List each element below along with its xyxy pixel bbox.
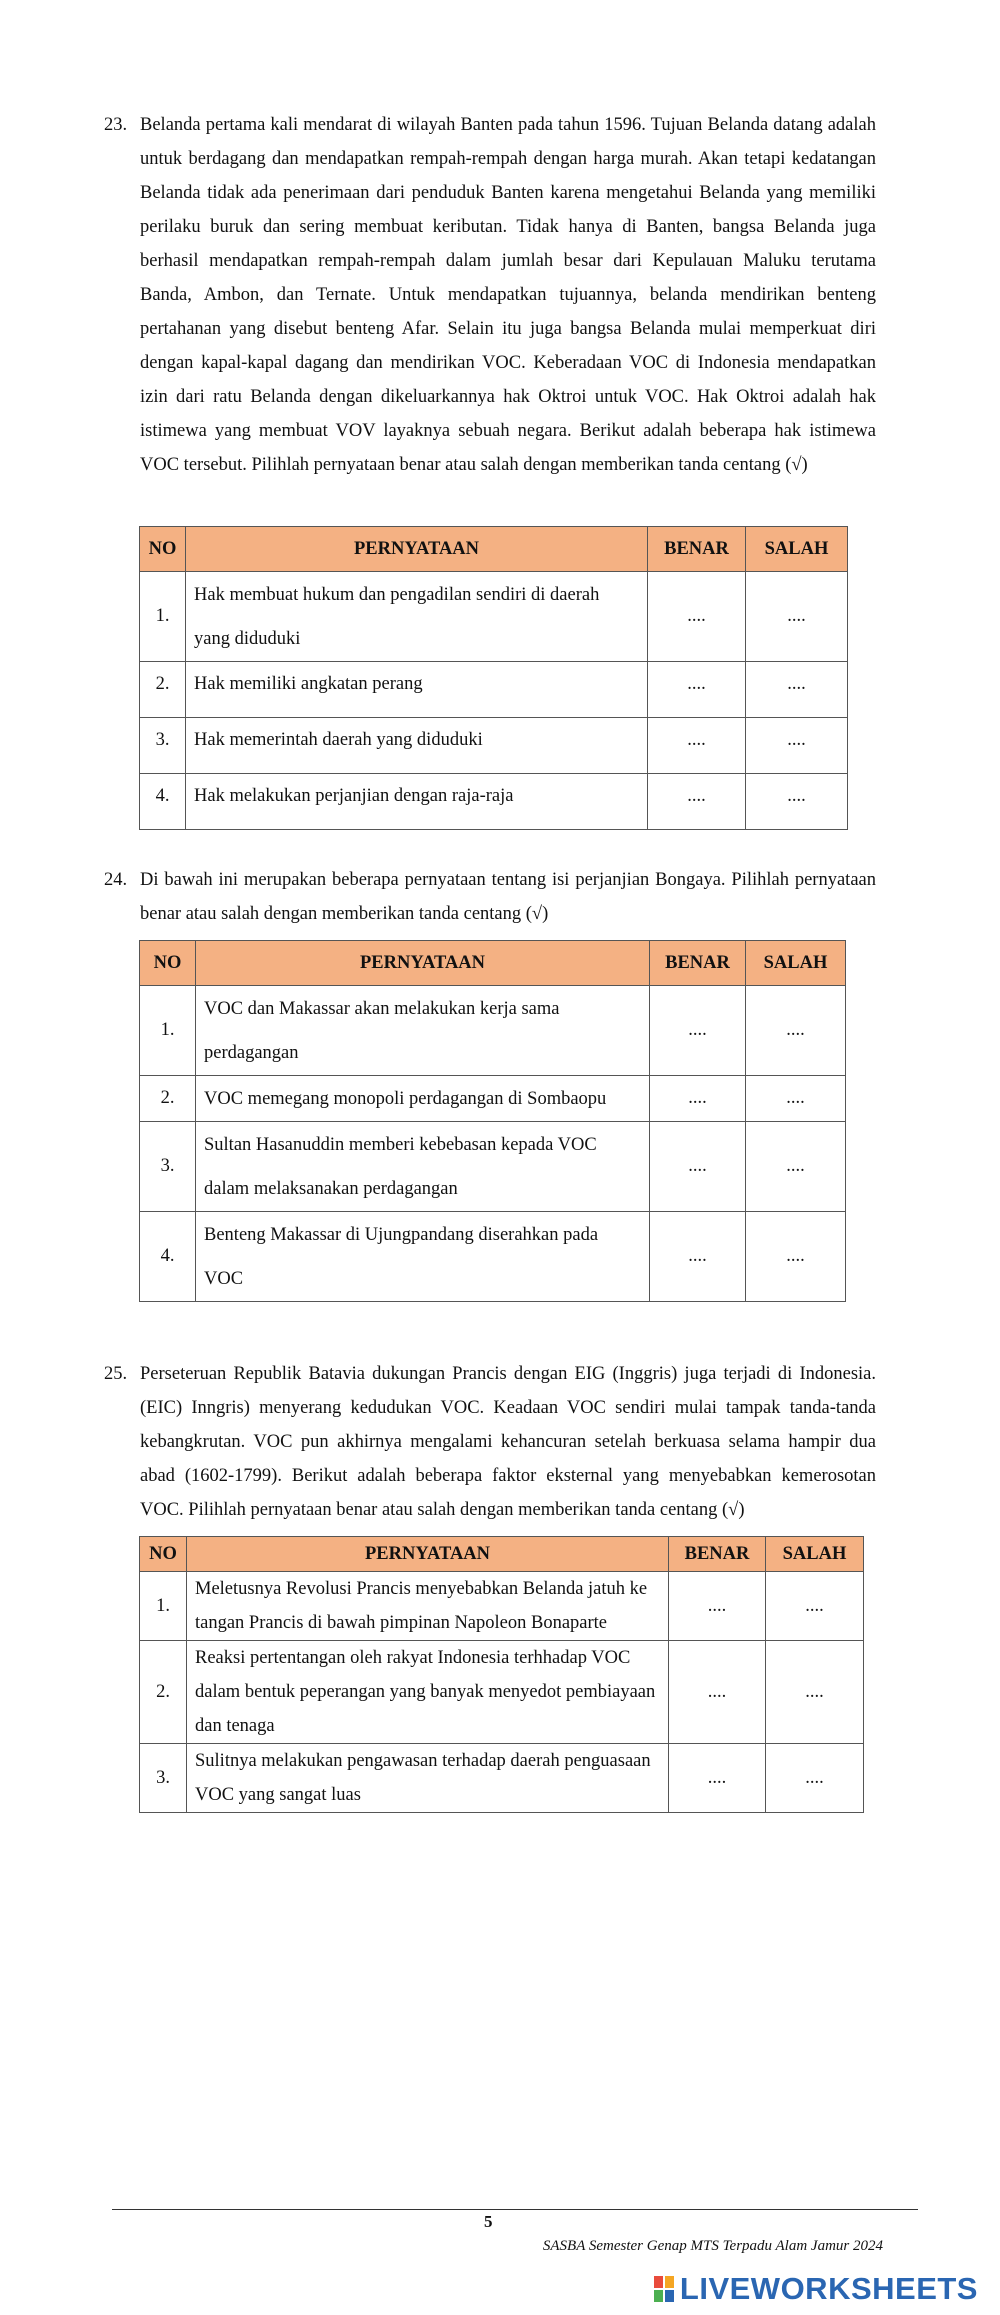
row-statement: Meletusnya Revolusi Prancis menyebabkan Belanda jatuh ke tangan Prancis di bawah pimpinan Napoleon Bonaparte bbox=[187, 1572, 669, 1641]
logo-block bbox=[665, 2290, 674, 2302]
row-statement: VOC memegang monopoli perdagangan di Sombaopu bbox=[196, 1076, 650, 1122]
question-24 bbox=[104, 863, 876, 931]
question-text: Perseteruan Republik Batavia dukungan Prancis dengan EIG (Inggris) juga terjadi di Indonesia. (EIC) Inngris) menyerang kedudukan VOC. Keadaan VOC sendiri mulai tampak tanda-tanda kebangkrutan. VOC pun akhirnya mengalami kehancuran setelah berkuasa selama hampir dua abad (1602-1799). Berikut adalah beberapa faktor eksternal yang menyebabkan kemerosotan VOC. Pilihlah pernyataan benar atau salah dengan memberikan tanda centang (√) bbox=[140, 1364, 876, 1520]
statement-table-23 bbox=[139, 526, 848, 830]
row-statement: Benteng Makassar di Ujungpandang diserahkan pada VOC bbox=[196, 1212, 650, 1302]
question-number: 23. bbox=[104, 115, 128, 135]
table-row bbox=[140, 774, 848, 830]
logo-block bbox=[654, 2290, 663, 2302]
row-statement: Reaksi pertentangan oleh rakyat Indonesia terhhadap VOC dalam bentuk peperangan yang banyak menyedot pembiayaan dan tenaga bbox=[187, 1641, 669, 1744]
footer-text: SASBA Semester Genap MTS Terpadu Alam Jamur 2024 bbox=[542, 2238, 883, 2254]
liveworksheets-brand[interactable] bbox=[654, 2271, 978, 2307]
statement-table-25 bbox=[139, 1536, 864, 1813]
table-header-row bbox=[140, 1537, 864, 1572]
true-checkbox-cell[interactable]: .... bbox=[669, 1744, 766, 1813]
question-text: Belanda pertama kali mendarat di wilayah Banten pada tahun 1596. Tujuan Belanda datang adalah untuk berdagang dan mendapatkan rempah-rempah dengan harga murah. Akan tetapi kedatangan Belanda tidak ada penerimaan dari penduduk Banten karena mengetahui Belanda yang memiliki perilaku buruk dan sering membuat keributan. Tidak hanya di Banten, bangsa Belanda juga berhasil mendapatkan rempah-rempah dalam jumlah besar dari Kepulauan Maluku terutama Banda, Ambon, dan Ternate. Untuk mendapatkan tujuannya, belanda mendirikan benteng pertahanan yang disebut benteng Afar. Selain itu juga bangsa Belanda mulai memperkuat diri dengan kapal-kapal dagang dan mendirikan VOC. Keberadaan VOC di Indonesia mendapatkan izin dari ratu Belanda dengan dikeluarkannya hak Oktroi untuk VOC. Hak Oktroi adalah hak istimewa yang membuat VOV layaknya sebuah negara. Berikut adalah beberapa hak istimewa VOC tersebut. Pilihlah pernyataan benar atau salah dengan memberikan tanda centang (√) bbox=[140, 115, 876, 475]
false-checkbox-cell[interactable]: .... bbox=[746, 662, 848, 718]
row-number: 3. bbox=[140, 718, 186, 774]
true-checkbox-cell[interactable]: .... bbox=[669, 1572, 766, 1641]
table-header-row bbox=[140, 941, 846, 986]
header-false: SALAH bbox=[746, 941, 846, 986]
header-false: SALAH bbox=[746, 527, 848, 572]
header-false: SALAH bbox=[766, 1537, 864, 1572]
row-statement: VOC dan Makassar akan melakukan kerja sama perdagangan bbox=[196, 986, 650, 1076]
footer-divider bbox=[112, 2209, 918, 2210]
true-checkbox-cell[interactable]: .... bbox=[650, 1122, 746, 1212]
true-checkbox-cell[interactable]: .... bbox=[648, 662, 746, 718]
question-number: 25. bbox=[104, 1364, 128, 1384]
true-checkbox-cell[interactable]: .... bbox=[650, 1076, 746, 1122]
question-text: Di bawah ini merupakan beberapa pernyataan tentang isi perjanjian Bongaya. Pilihlah pernyataan benar atau salah dengan memberikan tanda centang (√) bbox=[140, 870, 876, 924]
question-23 bbox=[104, 108, 876, 482]
false-checkbox-cell[interactable]: .... bbox=[746, 1076, 846, 1122]
row-statement: Hak melakukan perjanjian dengan raja-raja bbox=[186, 774, 648, 830]
false-checkbox-cell[interactable]: .... bbox=[746, 1212, 846, 1302]
table-header-row bbox=[140, 527, 848, 572]
table-row bbox=[140, 1641, 864, 1744]
logo-block bbox=[654, 2276, 663, 2288]
table-row bbox=[140, 572, 848, 662]
row-statement: Hak membuat hukum dan pengadilan sendiri di daerah yang diduduki bbox=[186, 572, 648, 662]
table-row bbox=[140, 1744, 864, 1813]
true-checkbox-cell[interactable]: .... bbox=[650, 986, 746, 1076]
row-statement: Hak memiliki angkatan perang bbox=[186, 662, 648, 718]
false-checkbox-cell[interactable]: .... bbox=[746, 718, 848, 774]
table-row bbox=[140, 1212, 846, 1302]
false-checkbox-cell[interactable]: .... bbox=[766, 1641, 864, 1744]
header-statement: PERNYATAAN bbox=[186, 527, 648, 572]
header-no: NO bbox=[140, 941, 196, 986]
true-checkbox-cell[interactable]: .... bbox=[648, 572, 746, 662]
header-no: NO bbox=[140, 527, 186, 572]
true-checkbox-cell[interactable]: .... bbox=[648, 774, 746, 830]
row-number: 1. bbox=[140, 986, 196, 1076]
row-number: 2. bbox=[140, 662, 186, 718]
table-row bbox=[140, 986, 846, 1076]
false-checkbox-cell[interactable]: .... bbox=[766, 1744, 864, 1813]
header-statement: PERNYATAAN bbox=[196, 941, 650, 986]
question-25 bbox=[104, 1357, 876, 1527]
table-row bbox=[140, 1572, 864, 1641]
false-checkbox-cell[interactable]: .... bbox=[746, 1122, 846, 1212]
row-number: 2. bbox=[140, 1641, 187, 1744]
row-number: 1. bbox=[140, 1572, 187, 1641]
false-checkbox-cell[interactable]: .... bbox=[766, 1572, 864, 1641]
table-row bbox=[140, 718, 848, 774]
row-number: 2. bbox=[140, 1076, 196, 1122]
false-checkbox-cell[interactable]: .... bbox=[746, 572, 848, 662]
row-statement: Sulitnya melakukan pengawasan terhadap daerah penguasaan VOC yang sangat luas bbox=[187, 1744, 669, 1813]
false-checkbox-cell[interactable]: .... bbox=[746, 774, 848, 830]
row-number: 1. bbox=[140, 572, 186, 662]
header-statement: PERNYATAAN bbox=[187, 1537, 669, 1572]
false-checkbox-cell[interactable]: .... bbox=[746, 986, 846, 1076]
header-no: NO bbox=[140, 1537, 187, 1572]
row-statement: Sultan Hasanuddin memberi kebebasan kepada VOC dalam melaksanakan perdagangan bbox=[196, 1122, 650, 1212]
brand-name: LIVEWORKSHEETS bbox=[679, 2271, 978, 2306]
row-number: 4. bbox=[140, 1212, 196, 1302]
row-number: 4. bbox=[140, 774, 186, 830]
logo-block bbox=[665, 2276, 674, 2288]
header-true: BENAR bbox=[650, 941, 746, 986]
true-checkbox-cell[interactable]: .... bbox=[650, 1212, 746, 1302]
header-true: BENAR bbox=[669, 1537, 766, 1572]
table-row bbox=[140, 662, 848, 718]
page-number: 5 bbox=[484, 2212, 493, 2231]
statement-table-24 bbox=[139, 940, 846, 1302]
true-checkbox-cell[interactable]: .... bbox=[648, 718, 746, 774]
table-row bbox=[140, 1122, 846, 1212]
question-number: 24. bbox=[104, 870, 128, 890]
true-checkbox-cell[interactable]: .... bbox=[669, 1641, 766, 1744]
liveworksheets-logo-icon bbox=[654, 2276, 674, 2302]
row-statement: Hak memerintah daerah yang diduduki bbox=[186, 718, 648, 774]
row-number: 3. bbox=[140, 1122, 196, 1212]
table-row bbox=[140, 1076, 846, 1122]
header-true: BENAR bbox=[648, 527, 746, 572]
row-number: 3. bbox=[140, 1744, 187, 1813]
